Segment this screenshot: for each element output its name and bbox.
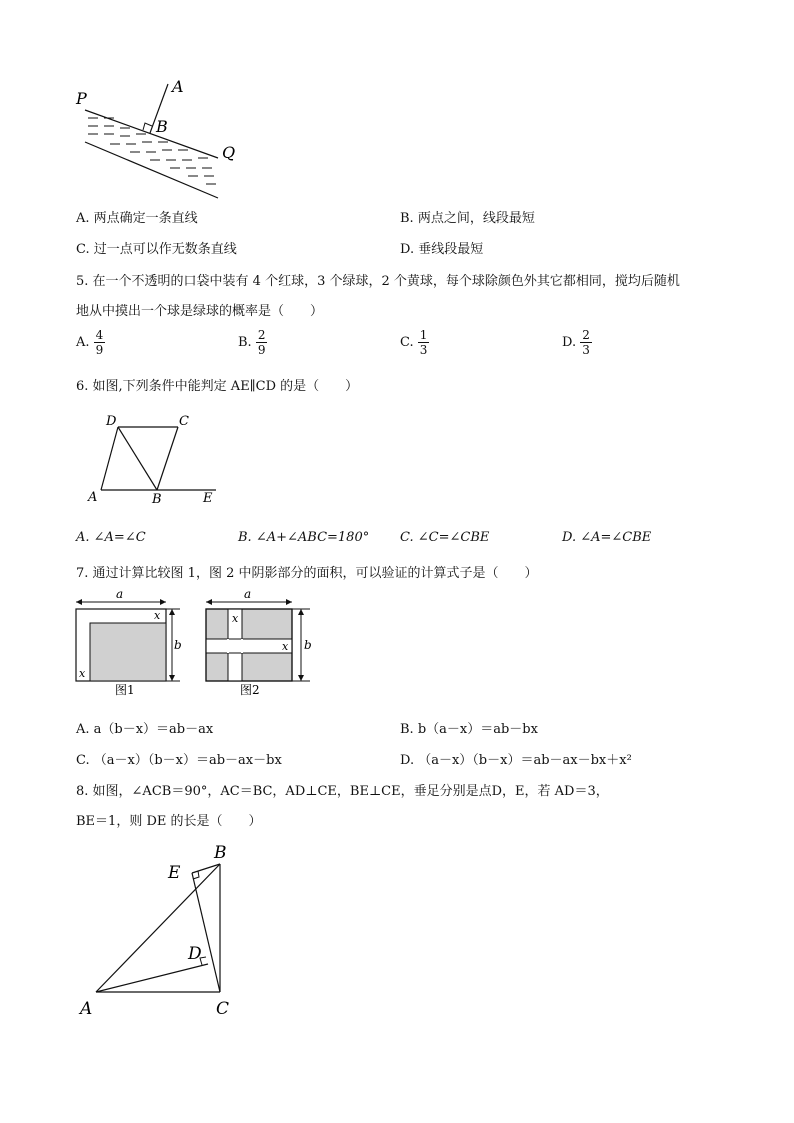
q7-stem: 7. 通过计算比较图 1，图 2 中阴影部分的面积，可以验证的计算式子是（ ） [76, 566, 538, 581]
q5-option-c-label: C. [400, 335, 414, 350]
numerator: 4 [95, 328, 104, 342]
label-P: P [76, 89, 87, 108]
label-x-top: x [232, 612, 239, 625]
label-x-right: x [282, 640, 289, 653]
label-D: D [188, 944, 202, 964]
q6-option-c: C. ∠C=∠CBE [400, 530, 490, 545]
label-b: b [174, 638, 182, 652]
fig1-caption: 图1 [115, 683, 135, 697]
river-figure [70, 72, 260, 202]
q4-option-c: C. 过一点可以作无数条直线 [76, 242, 237, 257]
q8-stem-line1: 8. 如图，∠ACB＝90°，AC＝BC，AD⊥CE，BE⊥CE，垂足分别是点D，E，若 AD＝3， [76, 784, 609, 799]
q6-stem: 6. 如图,下列条件中能判定 AE∥CD 的是（ ） [76, 379, 359, 394]
label-a: a [116, 588, 124, 601]
q7-option-a: A. a（b－x）＝ab－ax [76, 722, 214, 737]
label-x-left: x [79, 667, 86, 680]
denominator: 9 [95, 343, 104, 357]
q6-option-b: B. ∠A+∠ABC=180° [238, 530, 370, 545]
q6-parallelogram-figure [84, 410, 224, 506]
q8-stem-line2: BE＝1，则 DE 的长是（ ） [76, 814, 262, 829]
label-B: B [214, 843, 227, 863]
q5-option-d-fraction [580, 328, 592, 357]
label-a: a [244, 588, 252, 601]
q5-option-a-fraction [94, 328, 106, 357]
q5-option-b-label: B. [238, 335, 252, 350]
label-B: B [152, 492, 162, 506]
q5-option-b [238, 328, 267, 357]
q5-stem-line1: 5. 在一个不透明的口袋中装有 4 个红球，3 个绿球，2 个黄球，每个球除颜色外其它都相同，搅均后随机 [76, 274, 680, 289]
label-x-top: x [154, 609, 161, 622]
q5-option-a [76, 328, 105, 357]
label-E: E [168, 863, 181, 883]
q7-figure-2 [196, 588, 326, 700]
q5-option-d [562, 328, 592, 357]
q4-option-d: D. 垂线段最短 [400, 242, 484, 257]
label-A: A [172, 77, 184, 96]
fig2-caption: 图2 [240, 683, 260, 697]
q6-option-d: D. ∠A=∠CBE [562, 530, 652, 545]
q6-option-a: A. ∠A=∠C [76, 530, 146, 545]
q7-option-c: C. （a－x）（b－x）＝ab－ax－bx [76, 753, 282, 768]
denominator: 3 [419, 343, 428, 357]
label-b: b [304, 638, 312, 652]
q5-option-d-label: D. [562, 335, 577, 350]
q7-option-b: B. b（a－x）＝ab－bx [400, 722, 538, 737]
q8-triangle-figure [74, 840, 244, 1020]
label-A: A [80, 999, 93, 1019]
label-B: B [156, 117, 168, 136]
q5-option-c-fraction [418, 328, 430, 357]
q5-stem-line2: 地从中摸出一个球是绿球的概率是（ ） [76, 304, 324, 319]
label-C: C [179, 414, 189, 429]
label-C: C [216, 999, 230, 1019]
q5-option-c [400, 328, 429, 357]
q5-option-b-fraction [256, 328, 268, 357]
denominator: 3 [582, 343, 590, 357]
q5-option-a-label: A. [76, 335, 90, 350]
numerator: 2 [257, 328, 266, 342]
label-D: D [106, 414, 117, 429]
label-E: E [203, 491, 213, 506]
q4-option-a: A. 两点确定一条直线 [76, 211, 198, 226]
q4-option-b: B. 两点之间，线段最短 [400, 211, 535, 226]
label-Q: Q [222, 143, 236, 162]
numerator: 2 [582, 328, 590, 342]
denominator: 9 [257, 343, 266, 357]
q7-option-d: D. （a－x）（b－x）＝ab－ax－bx＋x² [400, 753, 632, 768]
numerator: 1 [419, 328, 428, 342]
label-A: A [88, 490, 98, 505]
q7-figure-1 [70, 588, 190, 700]
